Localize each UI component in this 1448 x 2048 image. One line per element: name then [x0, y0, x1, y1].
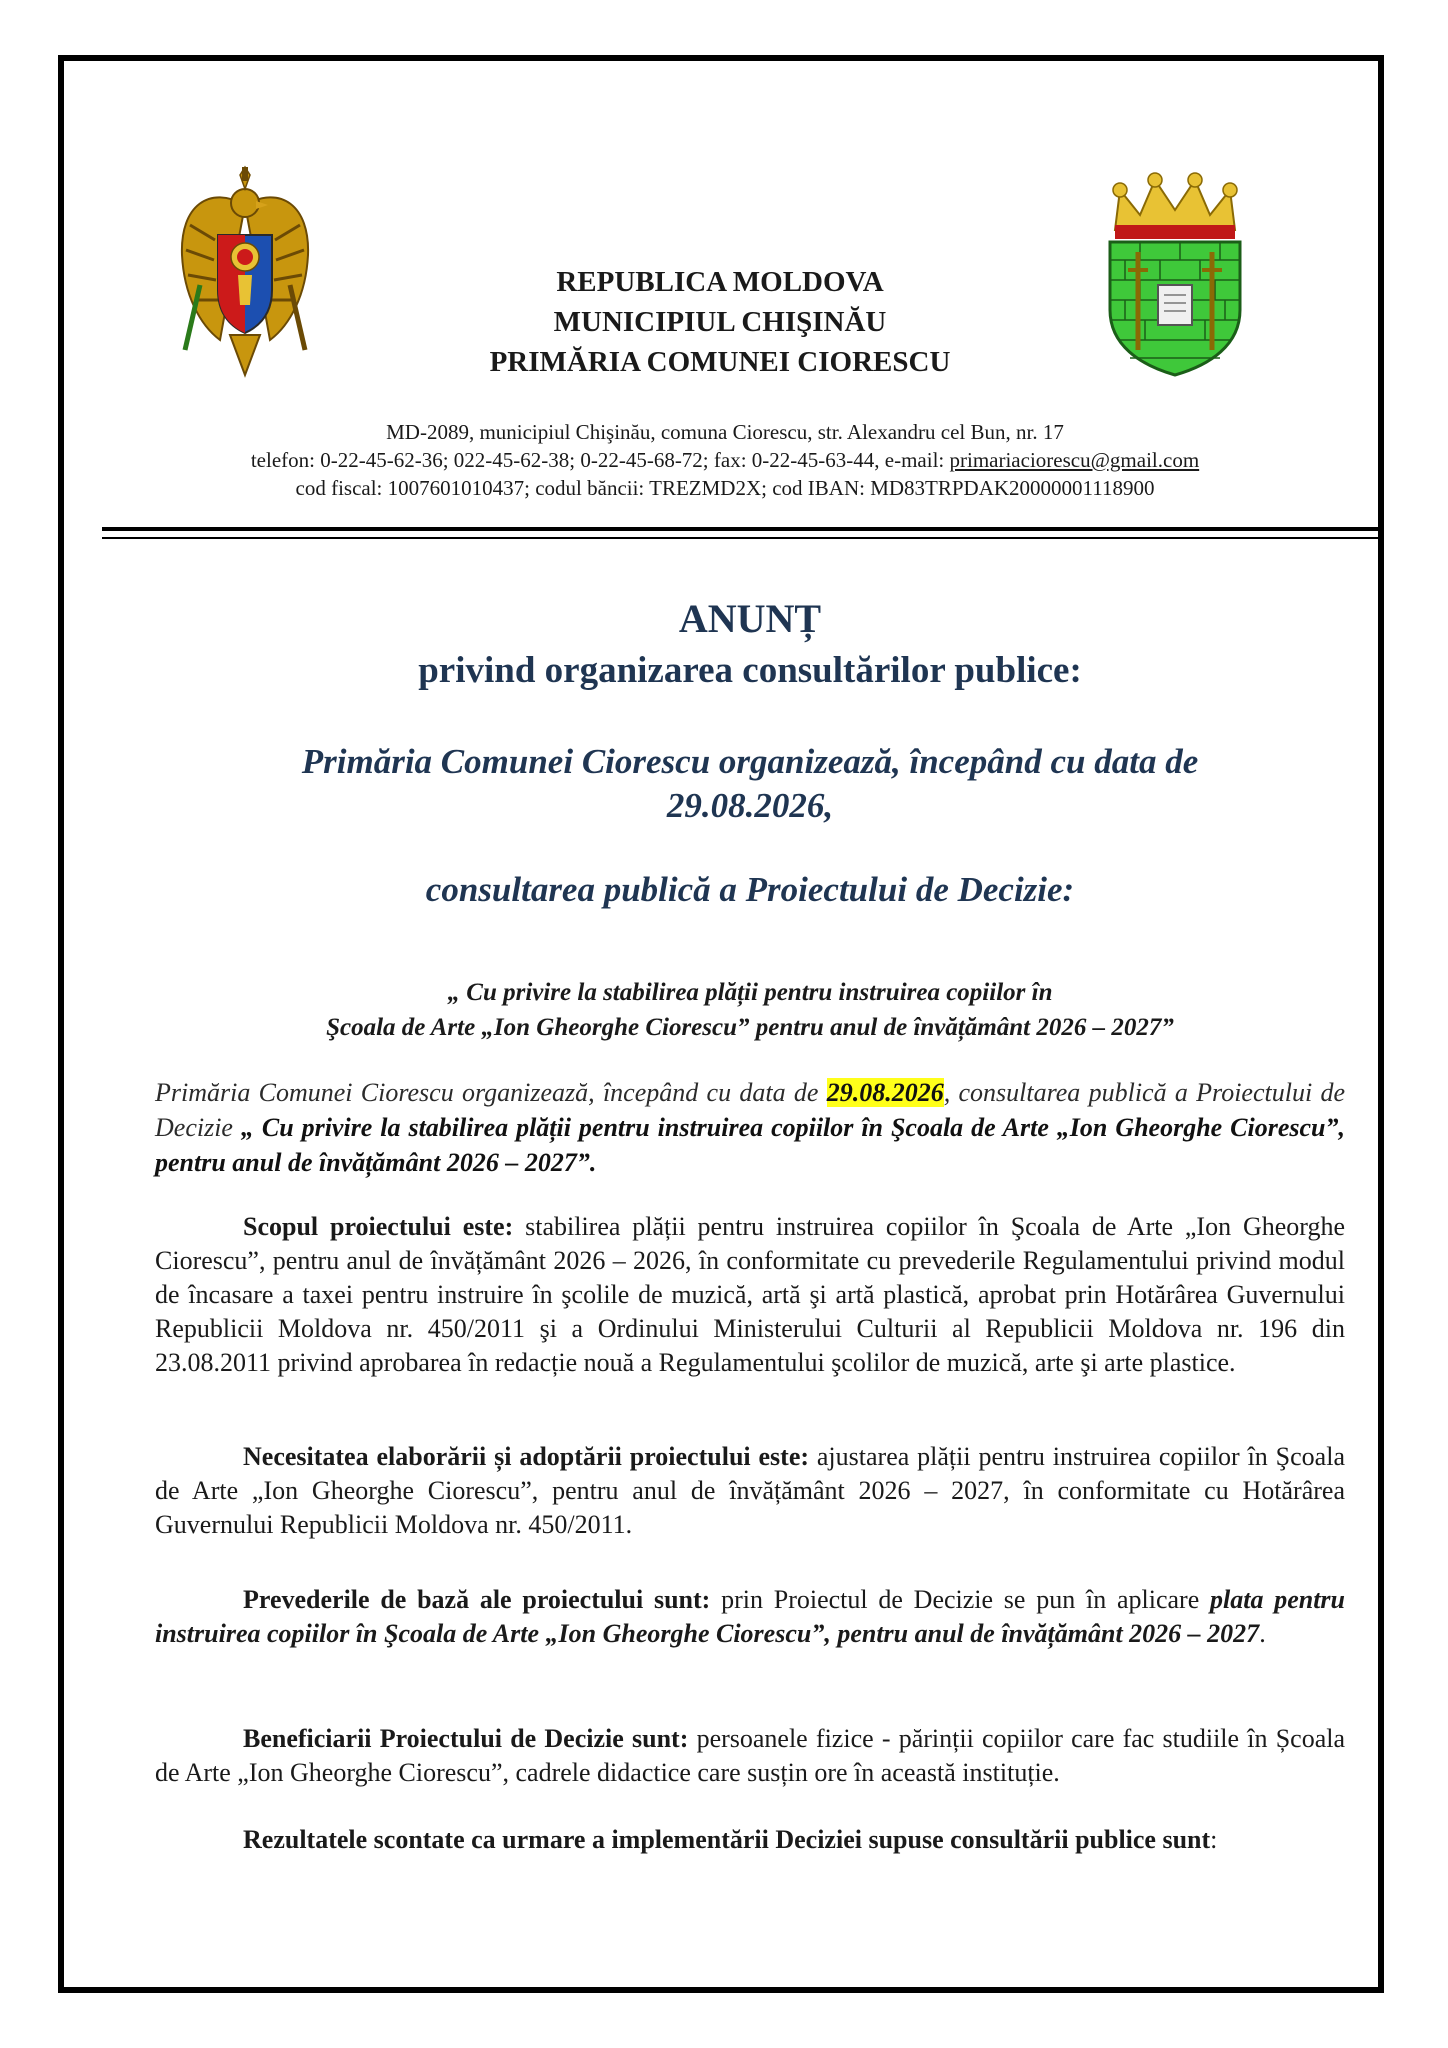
- institution-header: [330, 262, 1110, 382]
- organizer-statement: [220, 740, 1280, 828]
- results-end: :: [1210, 1825, 1218, 1854]
- project-title-line2: Şcoala de Arte „Ion Gheorghe Ciorescu” pentru anul de învățământ 2026 – 2027”: [326, 1014, 1174, 1041]
- provisions-end: .: [1259, 1619, 1266, 1648]
- scope-text: stabilirea plății pentru instruirea copiilor în Şcoala de Arte „Ion Gheorghe Ciorescu”, pentru anul de învățământ 2026 – 2026, în conformitate cu prevederile Regulamentului privind modul de încasare a taxei pentru instruire în şcolile de muzică, artă şi artă plastică, aprobat prin Hotărârea Guvernului Republicii Moldova nr. 450/2011 şi a Ordinului Ministerului Culturii al Republicii Moldova nr. 196 din 23.08.2011 privind aprobarea în redacție nouă a Regulamentului şcolilor de muzică, arte şi arte plastice.: [155, 1212, 1345, 1377]
- necessity-paragraph: [155, 1440, 1345, 1542]
- scope-paragraph: [155, 1210, 1345, 1380]
- ciorescu-coat-of-arms-icon: [1100, 170, 1250, 380]
- necessity-lead: Necesitatea elaborării și adoptării proiectului este:: [243, 1442, 810, 1471]
- provisions-emphasis: plata pentru instruirea copiilor în Şcoala de Arte „Ion Gheorghe Ciorescu”, pentru anul de învățământ 2026 – 2027: [155, 1585, 1346, 1648]
- project-title: [160, 975, 1340, 1045]
- organizer-date: 29.08.2026,: [666, 786, 834, 825]
- scope-lead: Scopul proiectului este:: [243, 1212, 514, 1241]
- header-divider-thick: [102, 527, 1380, 531]
- provisions-lead: Prevederile de bază ale proiectului sunt:: [243, 1585, 711, 1614]
- beneficiaries-text: persoanele fizice - părinții copiilor care fac studiile în Școala de Arte „Ion Gheorghe Ciorescu”, cadrele didactice care susțin ore în această instituție.: [155, 1724, 1345, 1787]
- beneficiaries-lead: Beneficiarii Proiectului de Decizie sunt:: [243, 1724, 689, 1753]
- project-title-line1: „ Cu privire la stabilirea plății pentru instruirea copiilor în: [447, 979, 1053, 1006]
- address-line: MD-2089, municipiul Chişinău, comuna Ciorescu, str. Alexandru cel Bun, nr. 17: [386, 420, 1064, 444]
- header-municipality: MUNICIPIUL CHIŞINĂU: [553, 306, 887, 338]
- consultation-heading: consultarea publică a Proiectului de Decizie:: [425, 870, 1075, 909]
- intro-text: Primăria Comunei Ciorescu organizează, începând cu data de: [155, 1078, 827, 1107]
- header-divider-thin: [102, 537, 1380, 539]
- provisions-text: prin Proiectul de Decizie se pun în aplicare: [710, 1585, 1210, 1614]
- intro-end: ”.: [576, 1148, 597, 1177]
- intro-paragraph: [155, 1075, 1345, 1180]
- announcement-subtitle: privind organizarea consultărilor publice:: [418, 650, 1082, 691]
- fiscal-line: cod fiscal: 1007601010437; codul băncii: TREZMD2X; cod IBAN: MD83TRPDAK20000001118900: [295, 476, 1155, 500]
- header-mayoralty: PRIMĂRIA COMUNEI CIORESCU: [489, 346, 951, 378]
- beneficiaries-paragraph: [155, 1722, 1345, 1790]
- phones-text: telefon: 0-22-45-62-36; 022-45-62-38; 0-22-45-68-72; fax: 0-22-45-63-44, e-mail:: [250, 448, 950, 472]
- necessity-text: ajustarea plății pentru instruirea copiilor în Şcoala de Arte „Ion Gheorghe Ciorescu”, pentru anul de învățământ 2026 – 2027, în conformitate cu Hotărârea Guvernului Republicii Moldova nr. 450/2011.: [155, 1442, 1345, 1539]
- intro-project-name: „ Cu privire la stabilirea plății pentru instruirea copiilor în Şcoala de Arte „Ion Gheorghe Ciorescu”, pentru anul de învățământ 2026 – 2027: [155, 1113, 1345, 1177]
- phones-line: [120, 446, 1330, 474]
- organizer-line: Primăria Comunei Ciorescu organizează, începând cu data de: [301, 742, 1199, 781]
- contact-block: [120, 418, 1330, 502]
- announcement-title: ANUNȚ: [678, 596, 822, 641]
- provisions-paragraph: [155, 1583, 1345, 1651]
- moldova-coat-of-arms-icon: [170, 165, 320, 380]
- header-country: REPUBLICA MOLDOVA: [556, 266, 884, 298]
- intro-text-2: , consultarea publică a Proiectului de Decizie: [155, 1078, 1345, 1142]
- highlighted-date: 29.08.2026: [826, 1078, 944, 1107]
- email-link[interactable]: primariaciorescu@gmail.com: [949, 448, 1200, 472]
- results-lead: Rezultatele scontate ca urmare a implementării Deciziei supuse consultării publice sunt: [243, 1825, 1211, 1854]
- results-paragraph: [155, 1823, 1345, 1857]
